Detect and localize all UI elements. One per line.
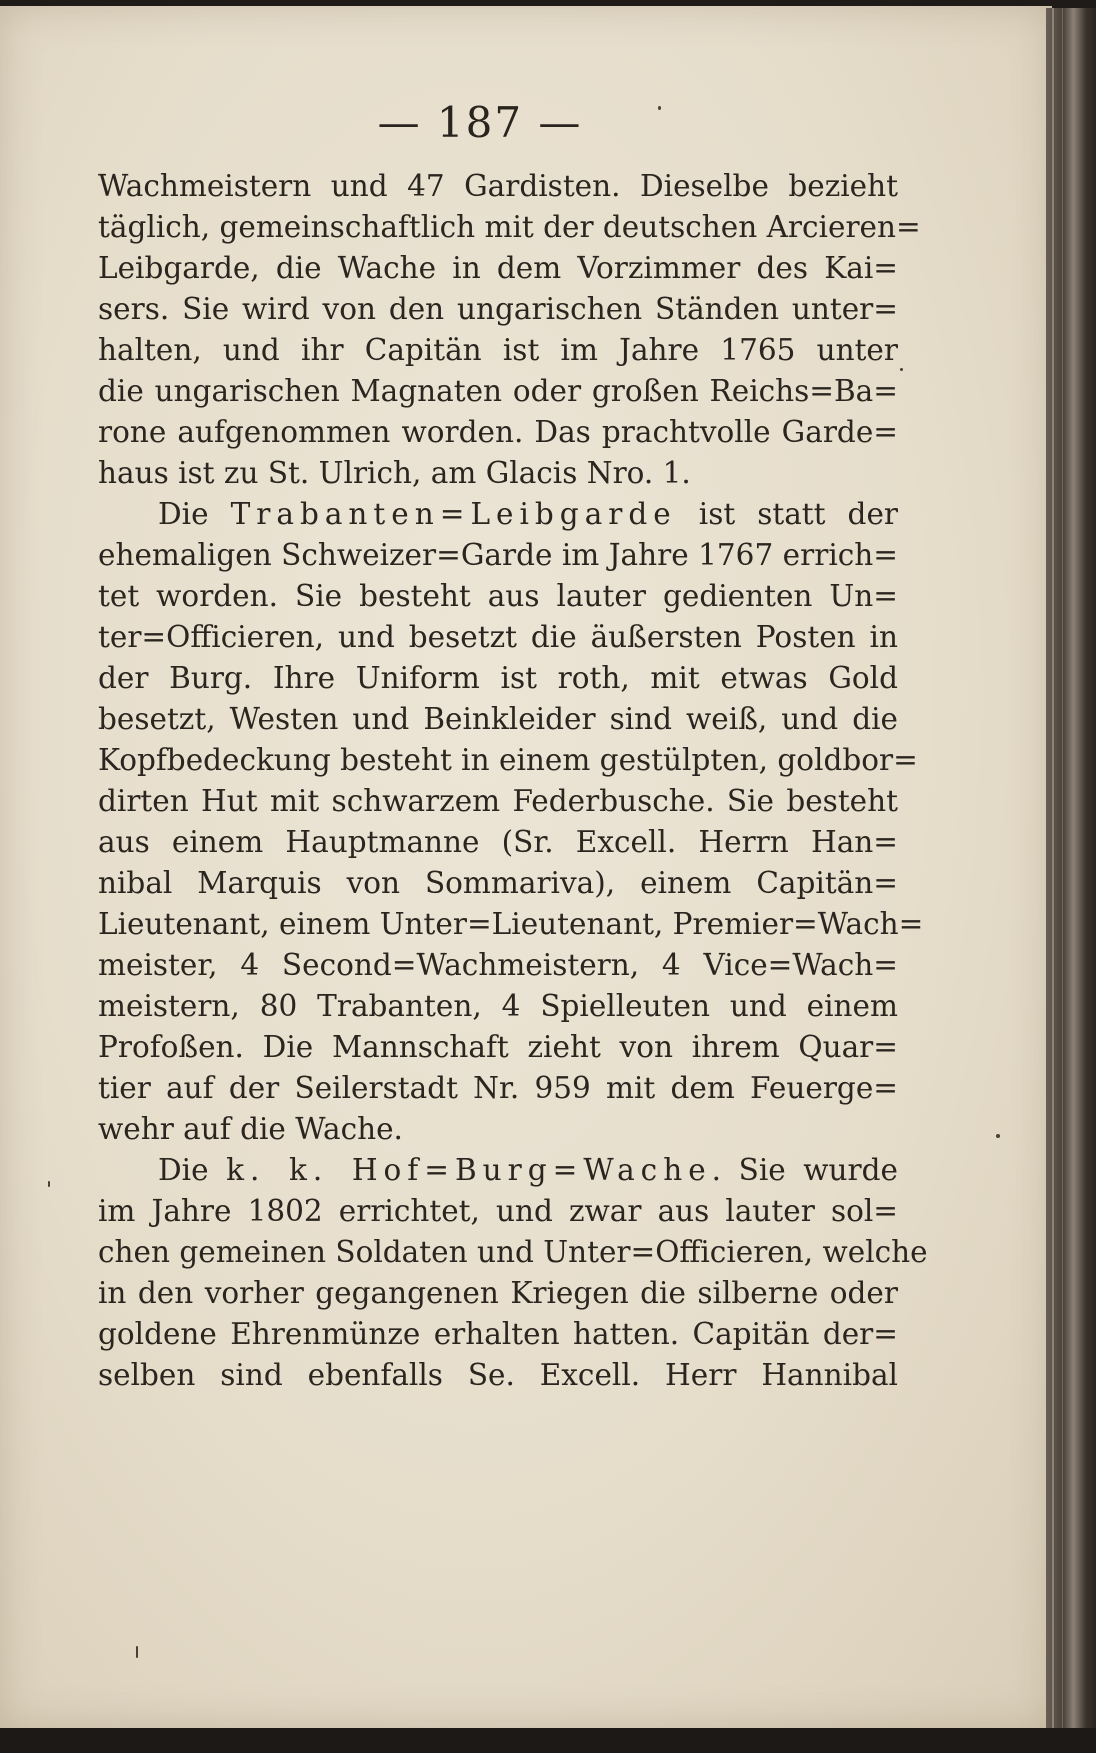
text-line: ter=Officieren, und besetzt die äußersten Posten in xyxy=(98,620,898,654)
text-line: chen gemeinen Soldaten und Unter=Officieren, welche xyxy=(98,1235,928,1269)
page-number-header: — 187 — xyxy=(377,98,583,147)
text-line: Profoßen. Die Mannschaft zieht von ihrem Quar= xyxy=(98,1030,898,1064)
text-line: tier auf der Seilerstadt Nr. 959 mit dem Feuerge= xyxy=(98,1071,898,1105)
text-line: meister, 4 Second=Wachmeistern, 4 Vice=Wach= xyxy=(98,948,898,982)
text-line: ehemaligen Schweizer=Garde im Jahre 1767 errich= xyxy=(98,538,898,572)
spaced-heading-term: Trabanten=Leibgarde xyxy=(230,497,677,531)
text-line: Wachmeistern und 47 Gardisten. Dieselbe bezieht xyxy=(98,169,898,203)
text-line: täglich, gemeinschaftlich mit der deutschen Arcieren= xyxy=(98,210,921,244)
text-line: rone aufgenommen worden. Das prachtvolle Garde= xyxy=(98,415,898,449)
spaced-heading-term: k. k. Hof=Burg=Wache xyxy=(226,1153,712,1187)
line-suffix: ist statt der xyxy=(676,497,898,531)
text-line: aus einem Hauptmanne (Sr. Excell. Herrn Han= xyxy=(98,825,898,859)
text-line: wehr auf die Wache. xyxy=(98,1112,403,1146)
paper-speck xyxy=(996,1134,1000,1138)
text-line: meistern, 80 Trabanten, 4 Spielleuten und einem xyxy=(98,989,898,1023)
paper-speck xyxy=(136,1646,138,1658)
text-line: sers. Sie wird von den ungarischen Ständen unter= xyxy=(98,292,898,326)
text-line: halten, und ihr Capitän ist im Jahre 1765 unter xyxy=(98,333,898,367)
text-line: goldene Ehrenmünze erhalten hatten. Capitän der= xyxy=(98,1317,898,1351)
text-line: der Burg. Ihre Uniform ist roth, mit etwas Gold xyxy=(98,661,898,695)
paragraph-start-line xyxy=(98,494,898,535)
text-line: besetzt, Westen und Beinkleider sind weiß, und die xyxy=(98,702,898,736)
body-text xyxy=(98,166,928,1396)
line-prefix: Die xyxy=(158,497,231,531)
text-line: im Jahre 1802 errichtet, und zwar aus lauter sol= xyxy=(98,1194,898,1228)
text-line: in den vorher gegangenen Kriegen die silberne oder xyxy=(98,1276,898,1310)
line-suffix: . Sie wurde xyxy=(711,1153,899,1187)
paper-speck xyxy=(900,368,903,371)
text-line: Kopfbedeckung besteht in einem gestülpten, goldbor= xyxy=(98,743,918,777)
paper-speck xyxy=(48,1181,50,1187)
scan-border xyxy=(0,1728,1096,1753)
paper-speck xyxy=(658,106,661,110)
text-line: haus ist zu St. Ulrich, am Glacis Nro. 1. xyxy=(98,456,691,490)
text-line: Lieutenant, einem Unter=Lieutenant, Premier=Wach= xyxy=(98,907,924,941)
text-line: tet worden. Sie besteht aus lauter gedienten Un= xyxy=(98,579,898,613)
text-line: Leibgarde, die Wache in dem Vorzimmer des Kai= xyxy=(98,251,898,285)
book-page-edge xyxy=(1046,8,1096,1728)
text-line: die ungarischen Magnaten oder großen Reichs=Ba= xyxy=(98,374,898,408)
text-line: nibal Marquis von Sommariva), einem Capitän= xyxy=(98,866,898,900)
text-line: dirten Hut mit schwarzem Federbusche. Sie besteht xyxy=(98,784,898,818)
paragraph-start-line xyxy=(98,1150,898,1191)
line-prefix: Die xyxy=(158,1153,227,1187)
text-line: selben sind ebenfalls Se. Excell. Herr Hannibal xyxy=(98,1358,898,1392)
paper-page xyxy=(0,6,1052,1728)
